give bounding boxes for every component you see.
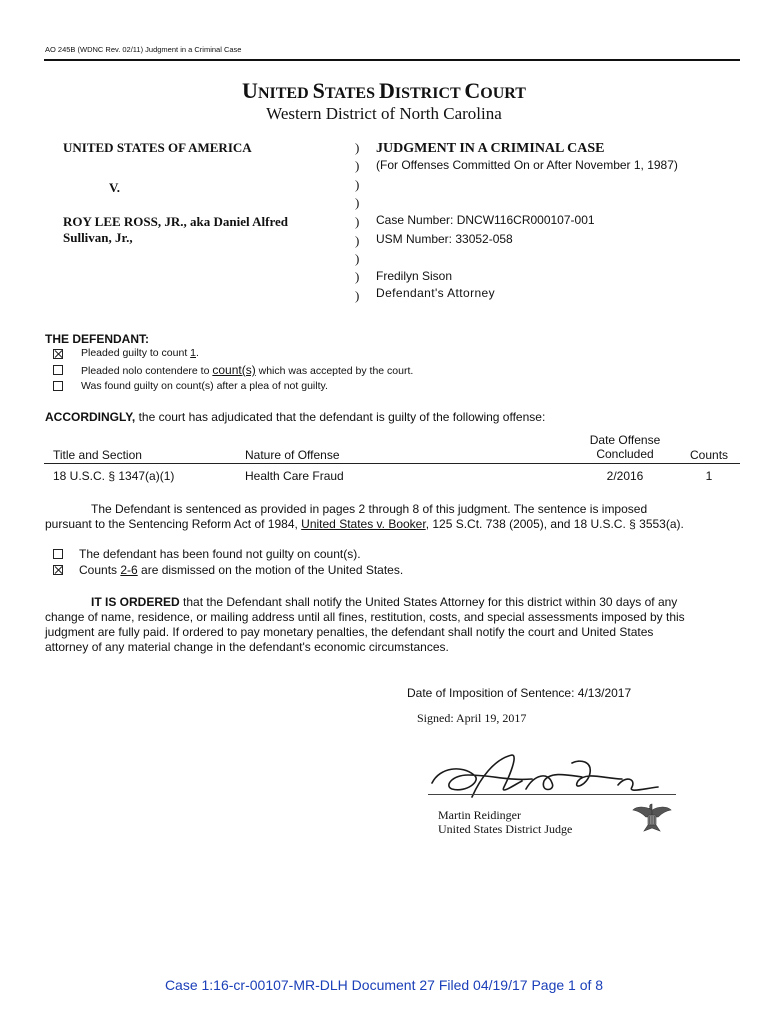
case-footer: Case 1:16-cr-00107-MR-DLH Document 27 Filed 04/19/17 Page 1 of 8 — [164, 977, 604, 993]
caption-paren: ) — [355, 269, 360, 284]
defendant-heading: THE DEFENDANT: — [45, 332, 149, 346]
judgment-title: JUDGMENT IN A CRIMINAL CASE — [376, 141, 605, 156]
table-cell-counts: 1 — [705, 469, 713, 483]
court-title-rest: NITED — [257, 85, 313, 102]
plea-count: count(s) — [212, 363, 256, 377]
defendant-name-line: ROY LEE ROSS, JR., aka Daniel Alfred — [63, 214, 289, 229]
disposition-dismissed-text — [79, 563, 403, 577]
court-title-initial: S — [312, 78, 325, 103]
usm-number: USM Number: 33052-058 — [376, 232, 513, 246]
plea-text: Pleaded nolo contendere to — [81, 365, 213, 377]
court-title — [0, 78, 768, 104]
accordingly-text: the court has adjudicated that the defendant is guilty of the following offense: — [135, 410, 546, 424]
judgment-subtitle: (For Offenses Committed On or After November 1, 1987) — [376, 158, 678, 172]
signature-line — [428, 794, 676, 795]
court-title-rest: TATES — [324, 85, 379, 102]
court-title-rest: ISTRICT — [394, 85, 465, 102]
caption-paren: ) — [355, 251, 360, 266]
table-header-counts: Counts — [690, 448, 729, 462]
eagle-seal-icon — [631, 800, 673, 836]
plea-text: which was accepted by the court. — [255, 365, 414, 377]
plea-found-guilty-text — [81, 380, 328, 392]
table-cell-nature: Health Care Fraud — [245, 469, 344, 483]
court-title-initial: U — [242, 78, 258, 103]
table-header-date-line: Concluded — [596, 447, 654, 461]
table-rule — [44, 463, 740, 464]
plea-count: 1 — [190, 347, 197, 359]
court-title-initial: C — [464, 78, 481, 103]
table-header-title: Title and Section — [53, 448, 142, 462]
plea-checkbox-guilty — [53, 349, 63, 359]
order-line — [91, 595, 677, 610]
disposition-checkbox-dismissed — [53, 565, 63, 575]
disposition-not-guilty-text — [79, 547, 361, 561]
district-name: Western District of North Carolina — [266, 104, 502, 123]
table-header-nature: Nature of Offense — [245, 448, 340, 462]
attorney-label: Defendant's Attorney — [376, 286, 496, 300]
disposition-checkbox-not-guilty — [53, 549, 63, 559]
attorney-name: Fredilyn Sison — [376, 269, 453, 283]
caption-paren: ) — [355, 140, 360, 155]
dismissed-counts: 2-6 — [120, 563, 138, 577]
versus-label: V. — [109, 180, 120, 195]
disposition-text: Counts — [79, 563, 121, 577]
judge-name: Martin Reidinger — [438, 808, 521, 822]
plea-text: Was found guilty on count(s) after a plea of not guilty. — [81, 380, 328, 392]
imposition-date: Date of Imposition of Sentence: 4/13/2017 — [407, 686, 632, 700]
order-text: that the Defendant shall notify the United States Attorney for this district within 30 days of any — [179, 595, 678, 609]
sentence-line: The Defendant is sentenced as provided in pages 2 through 8 of this judgment. The sentence is imposed — [91, 502, 648, 516]
accordingly-bold: ACCORDINGLY, — [45, 410, 136, 424]
sentence-text: , 125 S.Ct. 738 (2005), and 18 U.S.C. § 3553(a). — [425, 517, 684, 531]
plea-checkbox-nolo — [53, 365, 63, 375]
plea-guilty-text — [81, 347, 199, 359]
caption-paren: ) — [355, 195, 360, 210]
sentence-line — [45, 517, 684, 532]
plea-text: . — [196, 347, 199, 359]
caption-paren: ) — [355, 177, 360, 192]
header-rule — [44, 59, 740, 61]
caption-paren: ) — [355, 233, 360, 248]
case-citation: United States v. Booker — [301, 517, 426, 531]
disposition-text: are dismissed on the motion of the United States. — [137, 563, 404, 577]
accordingly-statement — [45, 410, 545, 424]
case-number: Case Number: DNCW116CR000107-001 — [376, 213, 595, 227]
sentence-text: pursuant to the Sentencing Reform Act of 1984, — [45, 517, 302, 531]
table-cell-date: 2/2016 — [606, 469, 644, 483]
plea-text: Pleaded guilty to count — [81, 347, 191, 359]
plaintiff-name: UNITED STATES OF AMERICA — [63, 140, 252, 155]
judge-signature — [422, 745, 662, 815]
court-title-rest: OURT — [480, 85, 526, 102]
table-header-date-line: Date Offense — [589, 433, 661, 447]
disposition-text: The defendant has been found not guilty on count(s). — [79, 547, 361, 561]
form-identifier: AO 245B (WDNC Rev. 02/11) Judgment in a Criminal Case — [45, 45, 242, 54]
order-line: change of name, residence, or mailing address until all fines, restitution, costs, and special assessments imposed by this — [45, 610, 685, 624]
plea-nolo-text — [81, 363, 413, 377]
table-cell-title: 18 U.S.C. § 1347(a)(1) — [53, 469, 175, 483]
table-header-date — [575, 433, 675, 461]
signed-date: Signed: April 19, 2017 — [417, 711, 527, 725]
order-bold: IT IS ORDERED — [91, 595, 180, 609]
defendant-name — [63, 214, 288, 246]
caption-paren: ) — [355, 158, 360, 173]
caption-paren: ) — [355, 214, 360, 229]
caption-paren: ) — [355, 288, 360, 303]
plea-checkbox-found-guilty — [53, 381, 63, 391]
order-line: judgment are fully paid. If ordered to pay monetary penalties, the defendant shall notify the court and United States — [45, 625, 654, 639]
court-title-initial: D — [378, 78, 395, 103]
judge-title: United States District Judge — [438, 822, 573, 836]
defendant-name-line: Sullivan, Jr., — [63, 230, 133, 245]
order-line: attorney of any material change in the defendant's economic circumstances. — [45, 640, 449, 654]
